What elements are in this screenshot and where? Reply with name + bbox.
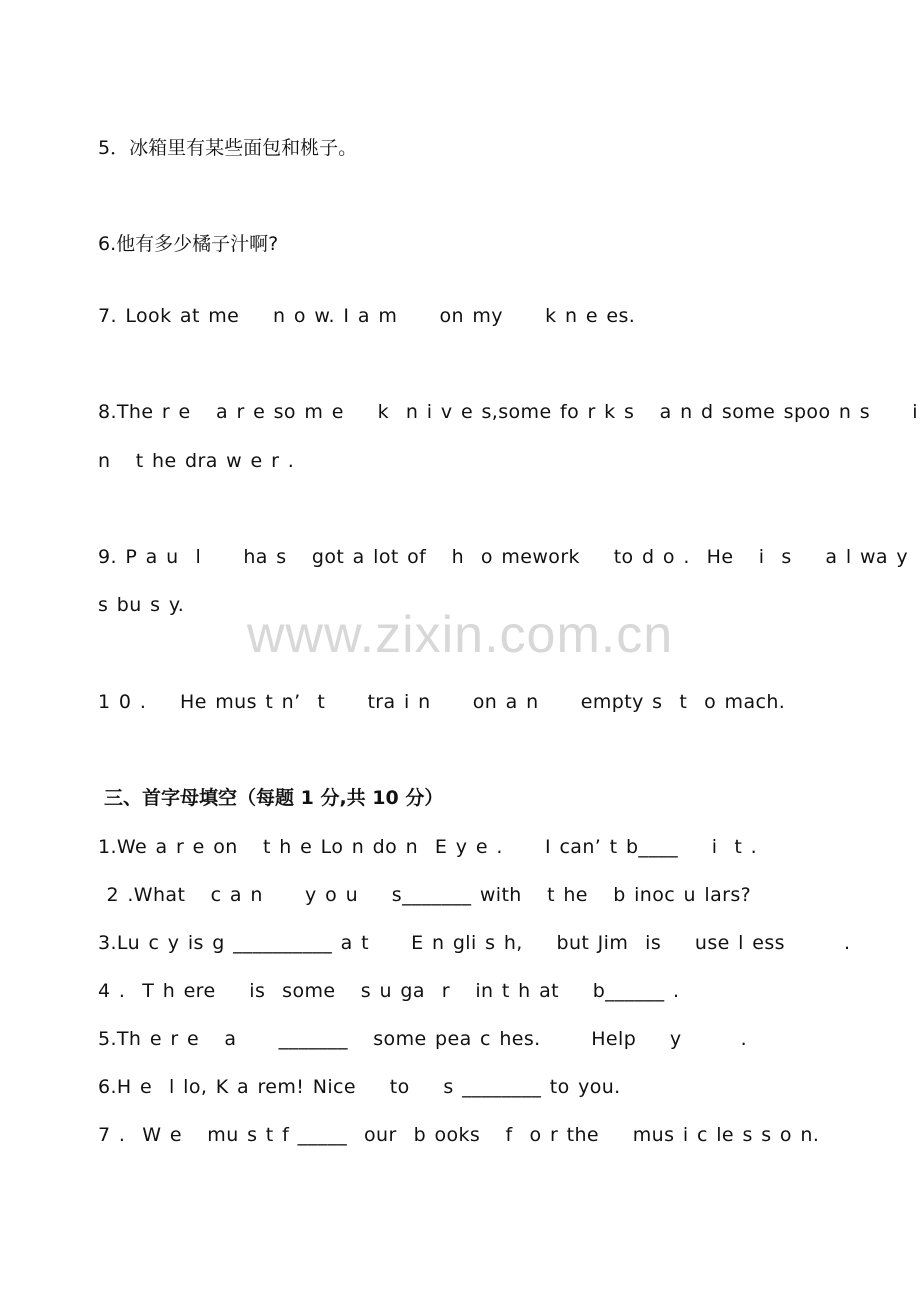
translation-item-10: 1 0 . He mus t n’ t tra i n on a n empty s t o mach. [98,691,786,713]
translation-item-8-line2: n t he dra w e r . [98,450,295,472]
translation-item-6: 6.他有多少橘子汁啊? [98,233,279,255]
fill-item-6: 6.H e l lo, K a rem! Nice to s ________ to you. [98,1076,621,1098]
fill-item-2: 2 .What c a n y o u s_______ with t he b inoc u lars? [98,884,752,906]
fill-item-7: 7 . W e mu s t f _____ our b ooks f o r the mus i c le s s o n. [98,1124,820,1146]
fill-item-3: 3.Lu c y is g __________ a t E n gli s h, but Jim is use l ess . [98,932,851,954]
translation-item-8-line1: 8.The r e a r e so m e k n i v e s,some fo r k s a n d some spoo n s i [98,401,918,423]
translation-item-5: 5．冰箱里有某些面包和桃子。 [98,137,358,159]
fill-item-4: 4 . T h ere is some s u ga r in t h at b______ . [98,980,680,1002]
fill-item-1: 1.We a r e on t h e Lo n do n E y e . I can’ t b____ i t . [98,836,758,858]
fill-item-5: 5.Th e r e a _______ some pea c hes. Help y . [98,1028,748,1050]
translation-item-9-line1: 9. P a u l ha s got a lot of h o mework to d o . He i s a l wa y [98,546,909,568]
translation-item-7: 7. Look at me n o w. I a m on my k n e es. [98,305,636,327]
section-heading: 三、首字母填空（每题 1 分,共 10 分） [104,787,444,809]
watermark: www.zixin.com.cn [246,606,674,664]
translation-item-9-line2: s bu s y. [98,594,185,616]
